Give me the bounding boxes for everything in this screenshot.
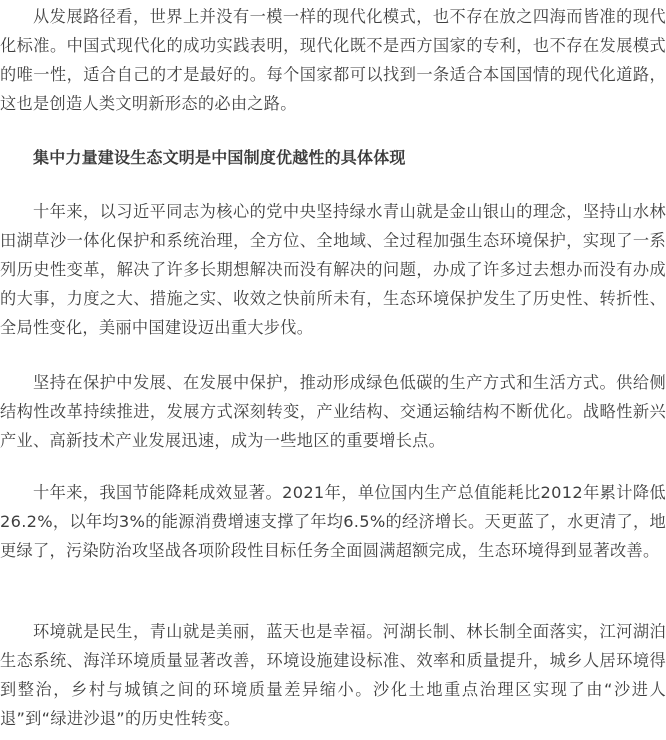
paragraph-energy-saving: 十年来，我国节能降耗成效显著。2021年，单位国内生产总值能耗比2012年累计降低26.2%，以年均3%的能源消费增速支撑了年均6.5%的经济增长。天更蓝了，水更清了，地更绿了，污染防治攻坚战各项阶段性目标任务全面圆满超额完成，生态环境得到显著改善。 [0, 483, 666, 560]
paragraph-environment-livelihood: 环境就是民生，青山就是美丽，蓝天也是幸福。河湖长制、林长制全面落实，江河湖泊生态系统、海洋环境质量显著改善，环境设施建设标准、效率和质量提升，城乡人居环境得到整治，乡村与城镇之间的环境质量差异缩小。沙化土地重点治理区实现了由“沙进人退”到“绿进沙退”的历史性转变。 [0, 622, 666, 728]
paragraph-ten-years-ecology: 十年来，以习近平同志为核心的党中央坚持绿水青山就是金山银山的理念，坚持山水林田湖草沙一体化保护和系统治理，全方位、全地域、全过程加强生态环境保护，实现了一系列历史性变革，解决了许多长期想解决而没有解决的问题，办成了许多过去想办而没有办成的大事，力度之大、措施之实、收效之快前所未有，生态环境保护发生了历史性、转折性、全局性变化，美丽中国建设迈出重大步伐。 [0, 202, 666, 337]
paragraph-modernization-path: 从发展路径看，世界上并没有一模一样的现代化模式，也不存在放之四海而皆准的现代化标准。中国式现代化的成功实践表明，现代化既不是西方国家的专利，也不存在发展模式的唯一性，适合自己的才是最好的。每个国家都可以找到一条适合本国国情的现代化道路，这也是创造人类文明新形态的必由之路。 [0, 7, 666, 113]
section-heading: 集中力量建设生态文明是中国制度优越性的具体体现 [33, 148, 406, 167]
paragraph-green-development: 坚持在保护中发展、在发展中保护，推动形成绿色低碳的生产方式和生活方式。供给侧结构性改革持续推进，发展方式深刻转变，产业结构、交通运输结构不断优化。战略性新兴产业、高新技术产业发展迅速，成为一些地区的重要增长点。 [0, 373, 666, 450]
